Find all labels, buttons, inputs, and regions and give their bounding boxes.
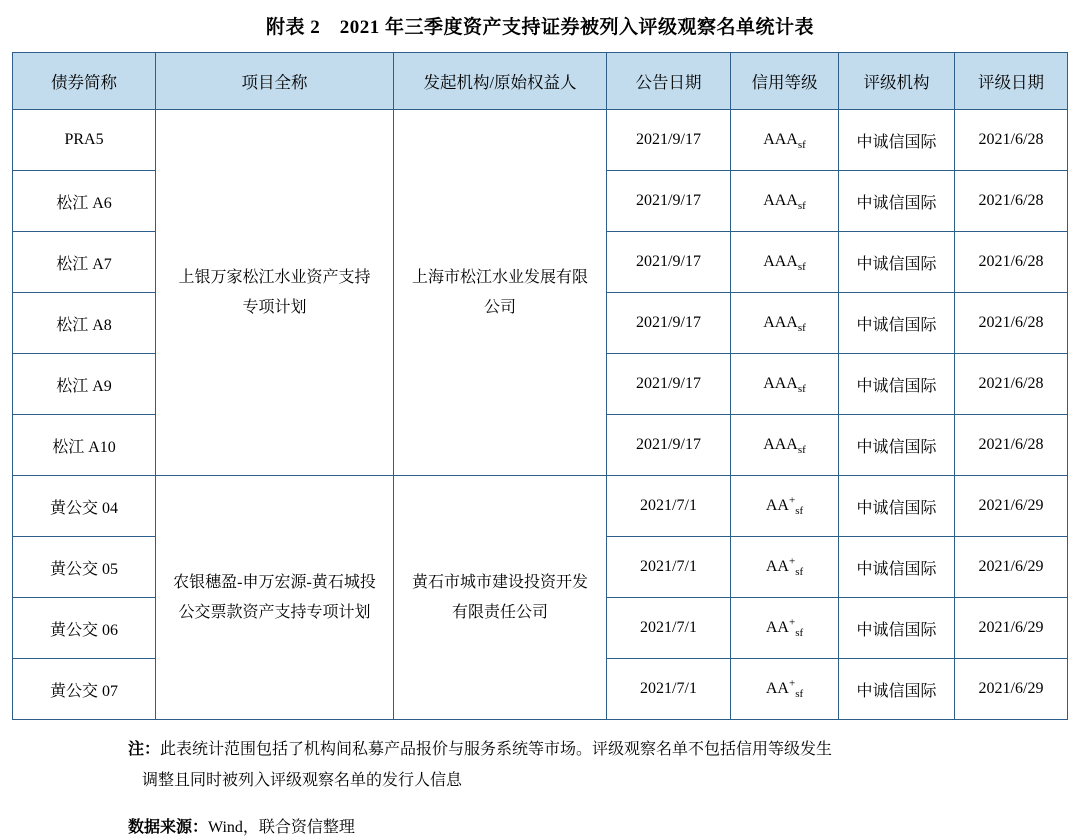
cell-bond-name: 松江 A8 bbox=[13, 293, 156, 354]
cell-bond-name: 松江 A9 bbox=[13, 354, 156, 415]
cell-project-name: 农银穗盈-申万宏源-黄石城投公交票款资产支持专项计划 bbox=[156, 476, 394, 720]
cell-bond-name: 松江 A7 bbox=[13, 232, 156, 293]
cell-credit-rating: $AA^+_{sf}$ bbox=[731, 598, 839, 659]
column-header-originator: 发起机构/原始权益人 bbox=[394, 53, 607, 110]
cell-announce-date: 2021/7/1 bbox=[607, 537, 731, 598]
cell-announce-date: 2021/7/1 bbox=[607, 598, 731, 659]
cell-bond-name: 黄公交 04 bbox=[13, 476, 156, 537]
cell-credit-rating: $AA^+_{sf}$ bbox=[731, 476, 839, 537]
cell-rating-agency: 中诚信国际 bbox=[839, 171, 955, 232]
note-text-line2: 调整且同时被列入评级观察名单的发行人信息 bbox=[142, 772, 463, 790]
table-header-row bbox=[13, 53, 1068, 110]
cell-credit-rating: $AAA_{sf}$ bbox=[731, 293, 839, 354]
column-header-credit-rating: 信用等级 bbox=[731, 53, 839, 110]
cell-credit-rating: $AA^+_{sf}$ bbox=[731, 659, 839, 720]
data-source-text: Wind，联合资信整理 bbox=[208, 819, 355, 837]
cell-announce-date: 2021/9/17 bbox=[607, 293, 731, 354]
note-text-line1: 此表统计范围包括了机构间私募产品报价与服务系统等市场。评级观察名单不包括信用等级发生 bbox=[160, 741, 833, 758]
cell-originator: 上海市松江水业发展有限公司 bbox=[394, 110, 607, 476]
cell-rating-agency: 中诚信国际 bbox=[839, 598, 955, 659]
cell-bond-name: 黄公交 07 bbox=[13, 659, 156, 720]
cell-rating-date: 2021/6/28 bbox=[955, 110, 1068, 171]
column-header-rating-agency: 评级机构 bbox=[839, 53, 955, 110]
cell-announce-date: 2021/9/17 bbox=[607, 415, 731, 476]
cell-project-name: 上银万家松江水业资产支持专项计划 bbox=[156, 110, 394, 476]
cell-credit-rating: $AAA_{sf}$ bbox=[731, 415, 839, 476]
cell-announce-date: 2021/7/1 bbox=[607, 476, 731, 537]
cell-rating-agency: 中诚信国际 bbox=[839, 232, 955, 293]
table-body bbox=[13, 110, 1068, 720]
cell-credit-rating: $AAA_{sf}$ bbox=[731, 171, 839, 232]
cell-bond-name: 松江 A6 bbox=[13, 171, 156, 232]
table-note bbox=[0, 734, 1080, 796]
table-header bbox=[13, 53, 1068, 110]
cell-rating-date: 2021/6/28 bbox=[955, 293, 1068, 354]
cell-rating-date: 2021/6/28 bbox=[955, 415, 1068, 476]
cell-rating-agency: 中诚信国际 bbox=[839, 293, 955, 354]
cell-announce-date: 2021/9/17 bbox=[607, 110, 731, 171]
cell-rating-date: 2021/6/28 bbox=[955, 232, 1068, 293]
cell-rating-agency: 中诚信国际 bbox=[839, 659, 955, 720]
cell-rating-date: 2021/6/28 bbox=[955, 171, 1068, 232]
cell-rating-agency: 中诚信国际 bbox=[839, 110, 955, 171]
data-source-label: 数据来源： bbox=[128, 819, 209, 837]
cell-rating-date: 2021/6/29 bbox=[955, 476, 1068, 537]
cell-rating-agency: 中诚信国际 bbox=[839, 537, 955, 598]
column-header-project-name: 项目全称 bbox=[156, 53, 394, 110]
table-row bbox=[13, 476, 1068, 537]
cell-rating-agency: 中诚信国际 bbox=[839, 354, 955, 415]
cell-rating-date: 2021/6/29 bbox=[955, 537, 1068, 598]
cell-bond-name: 黄公交 06 bbox=[13, 598, 156, 659]
cell-rating-date: 2021/6/29 bbox=[955, 659, 1068, 720]
cell-rating-agency: 中诚信国际 bbox=[839, 415, 955, 476]
cell-credit-rating: $AAA_{sf}$ bbox=[731, 110, 839, 171]
cell-announce-date: 2021/9/17 bbox=[607, 232, 731, 293]
cell-credit-rating: $AAA_{sf}$ bbox=[731, 232, 839, 293]
cell-bond-name: PRA5 bbox=[13, 110, 156, 171]
cell-announce-date: 2021/9/17 bbox=[607, 354, 731, 415]
cell-bond-name: 松江 A10 bbox=[13, 415, 156, 476]
rating-watchlist-table bbox=[12, 52, 1068, 720]
column-header-bond-name: 债券简称 bbox=[13, 53, 156, 110]
cell-rating-date: 2021/6/28 bbox=[955, 354, 1068, 415]
note-label: 注： bbox=[128, 741, 161, 758]
table-row bbox=[13, 110, 1068, 171]
cell-announce-date: 2021/9/17 bbox=[607, 171, 731, 232]
cell-rating-agency: 中诚信国际 bbox=[839, 476, 955, 537]
cell-announce-date: 2021/7/1 bbox=[607, 659, 731, 720]
cell-credit-rating: $AAA_{sf}$ bbox=[731, 354, 839, 415]
column-header-announce-date: 公告日期 bbox=[607, 53, 731, 110]
column-header-rating-date: 评级日期 bbox=[955, 53, 1068, 110]
page-title: 附表 2 2021 年三季度资产支持证券被列入评级观察名单统计表 bbox=[265, 17, 814, 38]
data-source bbox=[0, 814, 1080, 837]
cell-bond-name: 黄公交 05 bbox=[13, 537, 156, 598]
cell-rating-date: 2021/6/29 bbox=[955, 598, 1068, 659]
cell-originator: 黄石市城市建设投资开发有限责任公司 bbox=[394, 476, 607, 720]
cell-credit-rating: $AA^+_{sf}$ bbox=[731, 537, 839, 598]
